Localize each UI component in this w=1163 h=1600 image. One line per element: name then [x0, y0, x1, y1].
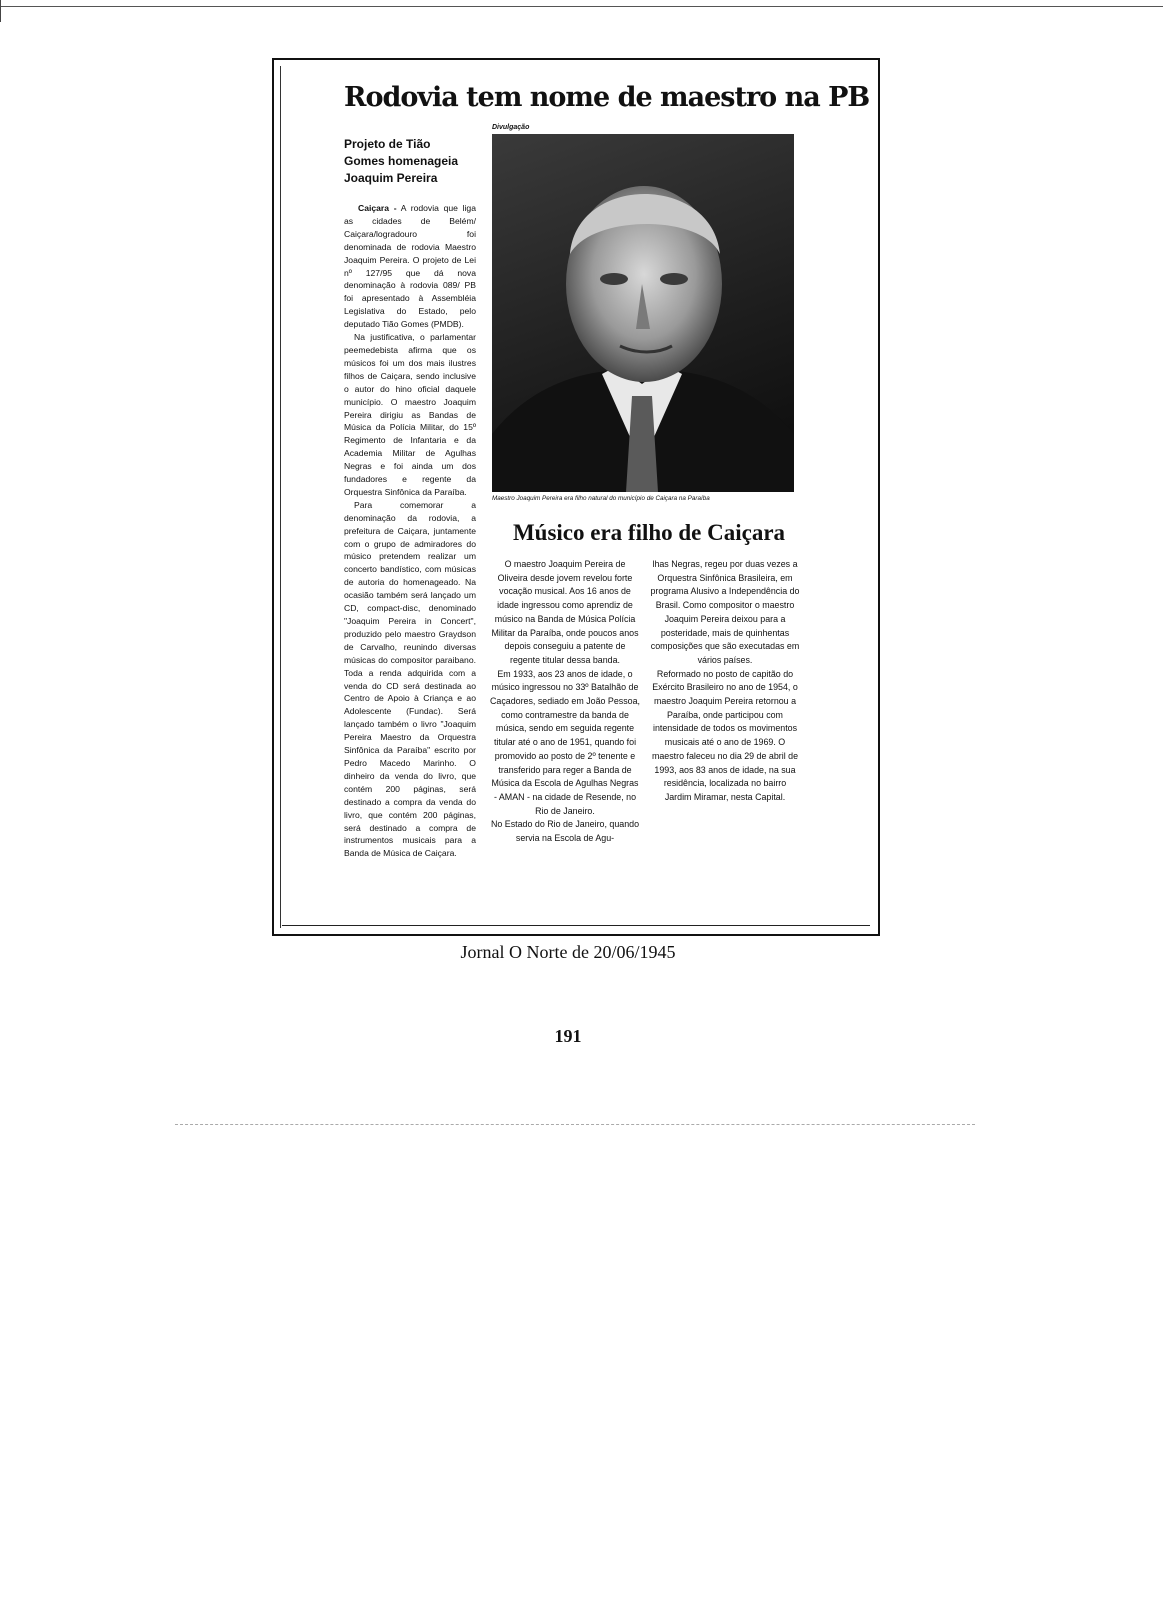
article-column-3: [650, 558, 800, 805]
body-paragraph: No Estado do Rio de Janeiro, quando servia na Escola de Agu-: [490, 819, 640, 844]
body-paragraph: Para comemorar a denominação da rodovia, a prefeitura de Caiçara, juntamente com o grupo de admiradores do músico pretendem realizar um concerto bandístico, com músicas de autoria do homenageado. Na ocasião também será lançado um CD, compact-disc, denominado "Joaquim Pereira in Concert", produzido pelo maestro Graydson de Carvalho, reunindo diversas músicas do compositor paraibano. Toda a renda adquirida com a venda do CD será destinada ao Centro de Apoio à Criança e ao Adolescente (Fundac). Será lançado também o livro "Joaquim Pereira Maestro da Orquestra Sinfônica da Paraíba" escrito por Pedro Macedo Marinho. O dinheiro da venda do livro, que contém 200 páginas, será destinado a compra da venda do livro, que contém 200 páginas, será destinado a compra de instrumentos musicais para a Banda de Música de Caiçara.: [344, 499, 476, 859]
article-body-column: [344, 202, 476, 860]
source-citation: Jornal O Norte de 20/06/1945: [460, 942, 676, 962]
photo-credit: Divulgação: [492, 124, 530, 131]
article-column-2: [490, 558, 640, 846]
body-paragraph: O maestro Joaquim Pereira de Oliveira desde jovem revelou forte vocação musical. Aos 16 anos de idade ingressou como aprendiz de músico na Banda de Música Polícia Militar da Paraíba, onde poucos anos depois conseguiu a patente de regente titular dessa banda.: [491, 559, 639, 665]
dateline: Caiçara -: [358, 203, 397, 213]
top-rule: [0, 6, 1163, 7]
body-paragraph: Em 1933, aos 23 anos de idade, o músico ingressou no 33º Batalhão de Caçadores, sediado em João Pessoa, como contramestre da banda de música, sendo em seguida regente titular até o ano de 1951, quando foi promovido ao posto de 2º tenente e transferido para reger a Banda de Música da Escola de Agulhas Negras - AMAN - na cidade de Resende, no Rio de Janeiro.: [490, 668, 640, 816]
newspaper-clipping: [272, 58, 880, 936]
photo-caption: Maestro Joaquim Pereira era filho natural do município de Caiçara na Paraíba: [492, 495, 710, 502]
headline: Rodovia tem nome de maestro na PB: [344, 82, 870, 113]
body-paragraph: Na justificativa, o parlamentar peemedebista afirma que os músicos foi um dos mais ilustres filhos de Caiçara, sendo inclusive o autor do hino oficial daquele município. O maestro Joaquim Pereira dirigiu as Bandas de Música da Polícia Militar, do 15º Regimento de Infantaria e da Academia Militar de Agulhas Negras e foi ainda um dos fundadores e regente da Orquestra Sinfônica da Paraíba.: [344, 332, 476, 497]
page-number: 191: [554, 1026, 582, 1046]
left-edge-mark: [0, 0, 1, 22]
clip-inner-border: [280, 66, 281, 928]
subhead: Projeto de Tião Gomes homenageia Joaquim Pereira: [344, 137, 459, 185]
portrait-photo: [492, 134, 794, 492]
clip-bottom-rule: [282, 925, 870, 926]
secondary-headline: Músico era filho de Caiçara: [512, 520, 786, 545]
body-paragraph: Reformado no posto de capitão do Exército Brasileiro no ano de 1954, o maestro Joaquim Pereira retornou a Paraíba, onde participou com intensidade de todos os movimentos musicais até o ano de 1969. O maestro faleceu no dia 29 de abril de 1993, aos 83 anos de idade, na sua residência, localizada no bairro Jardim Miramar, nesta Capital.: [651, 668, 799, 802]
portrait-illustration: [492, 134, 794, 492]
bottom-rule: [175, 1124, 975, 1125]
body-paragraph: Caiçara - A rodovia que liga as cidades de Belém/ Caiçara/logradouro foi denominada de rodovia Maestro Joaquim Pereira. O projeto de Lei nº 127/95 que dá nova denominação à rodovia 089/ PB foi apresentado à Assembléia Legislativa do Estado, pelo deputado Tião Gomes (PMDB).: [344, 203, 476, 330]
body-paragraph: lhas Negras, regeu por duas vezes a Orquestra Sinfônica Brasileira, em programa Alusivo a Independência do Brasil. Como compositor o maestro Joaquim Pereira deixou para a posteridade, mais de quinhentas composições que são executadas em vários países.: [650, 559, 800, 665]
